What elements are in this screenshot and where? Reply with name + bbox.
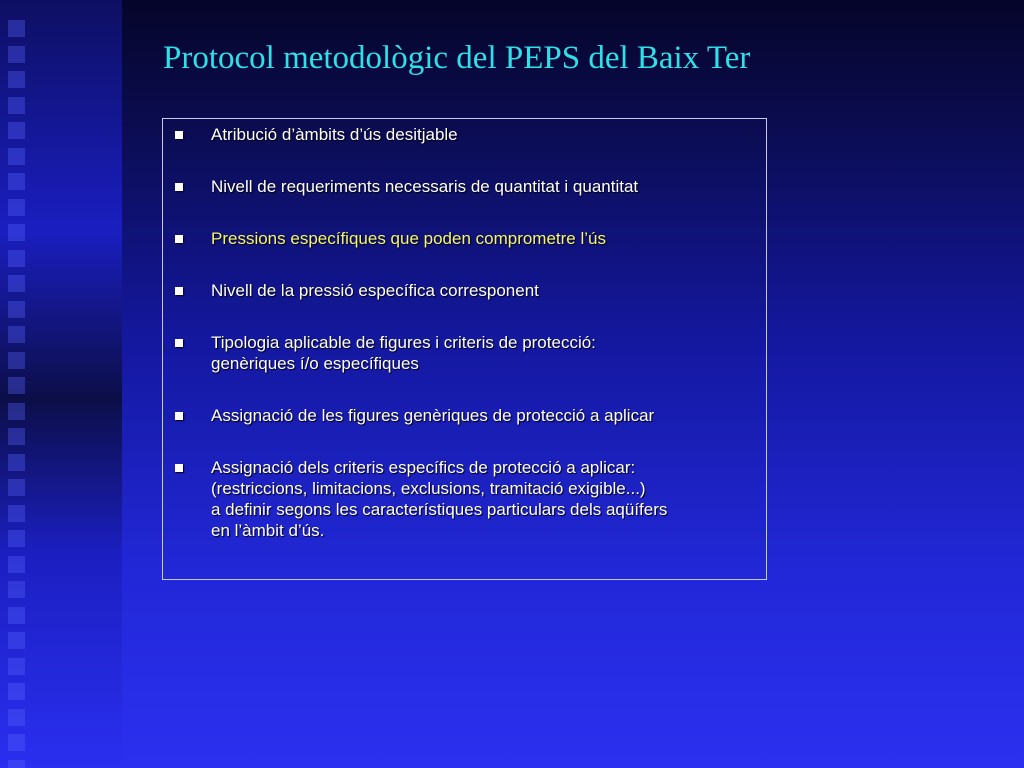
bullet-item xyxy=(163,332,766,374)
bullet-line: Assignació de les figures genèriques de protecció a aplicar xyxy=(211,406,655,425)
square-bullet-icon xyxy=(175,287,183,295)
bullet-line: Nivell de requeriments necessaris de quantitat i quantitat xyxy=(211,177,639,196)
decorative-square xyxy=(8,479,25,496)
bullet-item-highlighted xyxy=(163,228,766,249)
decorative-square xyxy=(8,224,25,241)
bullet-text xyxy=(211,176,766,197)
bullet-text xyxy=(211,228,766,249)
decorative-square xyxy=(8,760,25,768)
square-bullet-icon xyxy=(175,412,183,420)
bullet-line: Pressions específiques que poden comprometre l’ús xyxy=(211,229,606,248)
decorative-square xyxy=(8,148,25,165)
bullet-line: Atribució d’àmbits d’ús desitjable xyxy=(211,125,458,144)
content-box xyxy=(162,118,767,580)
bullet-line: Assignació dels criteris específics de protecció a aplicar: xyxy=(211,458,636,477)
bullet-text xyxy=(211,405,766,426)
bullet-item xyxy=(163,405,766,426)
decorative-square xyxy=(8,454,25,471)
decorative-square xyxy=(8,505,25,522)
decorative-square xyxy=(8,122,25,139)
square-bullet-icon xyxy=(175,183,183,191)
decorative-square xyxy=(8,173,25,190)
bullet-text xyxy=(211,124,766,145)
decorative-square xyxy=(8,658,25,675)
square-bullet-icon xyxy=(175,235,183,243)
decorative-square xyxy=(8,326,25,343)
decorative-square xyxy=(8,71,25,88)
bullet-line: a definir segons les característiques particulars dels aqüífers xyxy=(211,500,668,519)
bullet-line: Nivell de la pressió específica corresponent xyxy=(211,281,539,300)
square-bullet-icon xyxy=(175,131,183,139)
decorative-square xyxy=(8,556,25,573)
decorative-square xyxy=(8,734,25,751)
decorative-square xyxy=(8,709,25,726)
decorative-square xyxy=(8,352,25,369)
decorative-square xyxy=(8,301,25,318)
bullet-text xyxy=(211,332,766,374)
square-bullet-icon xyxy=(175,339,183,347)
bullet-line: (restriccions, limitacions, exclusions, tramitació exigible...) xyxy=(211,479,646,498)
decorative-square xyxy=(8,377,25,394)
left-decorative-band xyxy=(0,0,122,768)
decorative-squares-column xyxy=(8,0,26,768)
decorative-square xyxy=(8,403,25,420)
decorative-square xyxy=(8,607,25,624)
bullet-list xyxy=(163,124,766,572)
bullet-item xyxy=(163,124,766,145)
bullet-line: en l’àmbit d’ús. xyxy=(211,521,325,540)
decorative-square xyxy=(8,97,25,114)
bullet-item xyxy=(163,280,766,301)
decorative-square xyxy=(8,20,25,37)
decorative-square xyxy=(8,683,25,700)
slide-title: Protocol metodològic del PEPS del Baix Ter xyxy=(163,40,751,76)
decorative-square xyxy=(8,428,25,445)
decorative-square xyxy=(8,530,25,547)
bullet-item xyxy=(163,457,766,541)
bullet-line: Tipologia aplicable de figures i criteris de protecció: xyxy=(211,333,596,352)
bullet-item xyxy=(163,176,766,197)
decorative-square xyxy=(8,581,25,598)
decorative-square xyxy=(8,199,25,216)
bullet-text xyxy=(211,457,766,541)
decorative-square xyxy=(8,250,25,267)
decorative-square xyxy=(8,275,25,292)
square-bullet-icon xyxy=(175,464,183,472)
bullet-line: genèriques í/o específiques xyxy=(211,354,419,373)
decorative-square xyxy=(8,632,25,649)
decorative-square xyxy=(8,46,25,63)
bullet-text xyxy=(211,280,766,301)
